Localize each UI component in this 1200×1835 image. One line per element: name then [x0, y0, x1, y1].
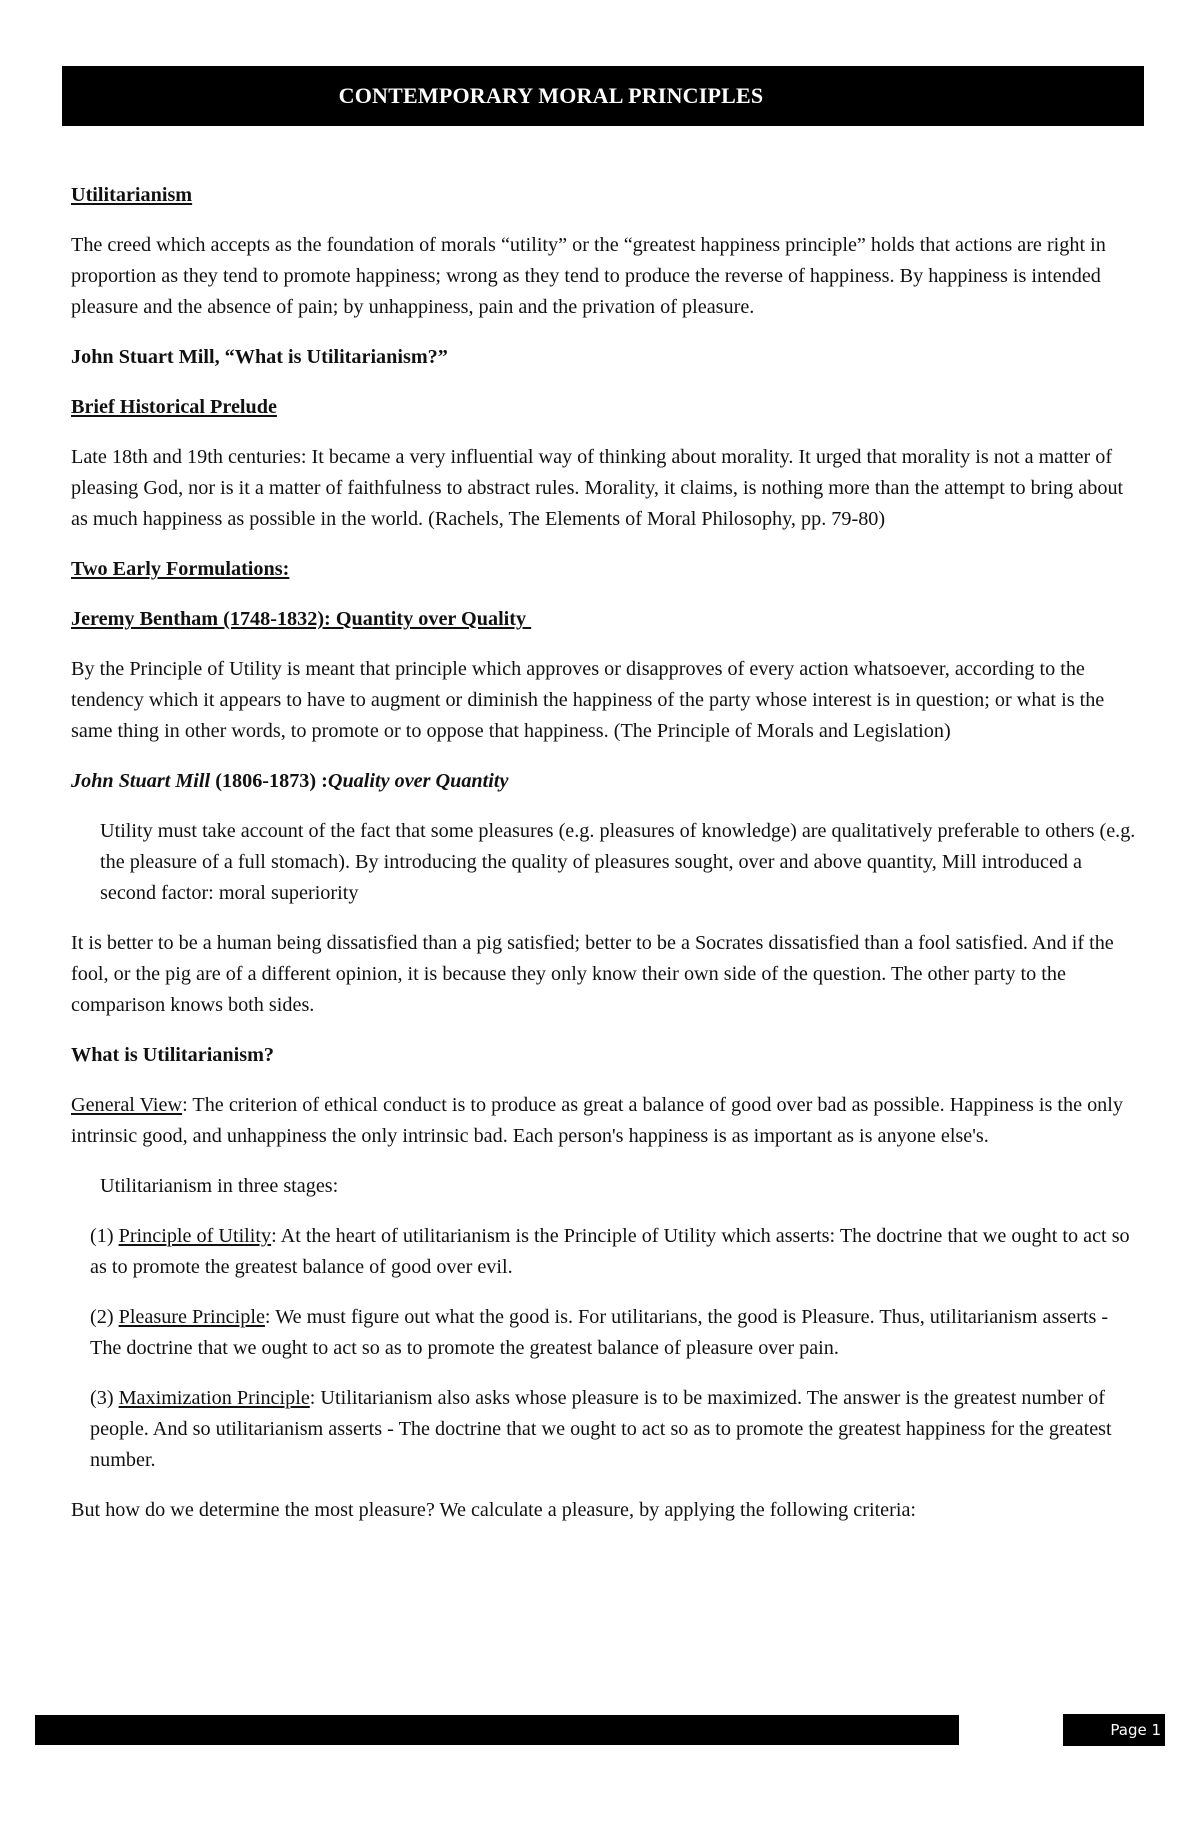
list-item-stage-3: [71, 1383, 1136, 1476]
heading-text: Two Early Formulations:: [71, 558, 290, 580]
stage-label: Principle of Utility: [118, 1225, 272, 1247]
stage-number: (1): [90, 1225, 119, 1247]
section-heading-what: What is Utilitarianism?: [71, 1044, 274, 1066]
stage-text: : We must figure out what the good is. For utilitarians, the good is Pleasure. Thus, utilitarianism asserts - The doctrine that we ought to act so as to promote the greatest balance of pleasure over pain.: [90, 1306, 1109, 1359]
paragraph-criteria-intro: But how do we determine the most pleasure? We calculate a pleasure, by applying the following criteria:: [71, 1499, 917, 1521]
paragraph-bentham: By the Principle of Utility is meant that principle which approves or disapproves of every action whatsoever, according to the tendency which it appears to have to augment or diminish the happiness of the party whose interest is in question; or what is the same thing in other words, to promote or to oppose that happiness. (The Principle of Morals and Legislation): [71, 658, 1105, 742]
mill-name: John Stuart Mill: [71, 770, 211, 792]
mill-dates: (1806-1873) :: [210, 770, 328, 792]
paragraph-mill: Utility must take account of the fact that some pleasures (e.g. pleasures of knowledge) are qualitatively preferable to others (e.g. the pleasure of a full stomach). By introducing the quality of pleasures sought, over and above quantity, Mill introduced a second factor: moral superiority: [100, 820, 1136, 904]
heading-text: Utilitarianism: [71, 184, 193, 206]
general-view-label: General View: [71, 1094, 183, 1116]
paragraph-stages-intro: Utilitarianism in three stages:: [100, 1175, 339, 1197]
mill-subtitle: Quality over Quantity: [327, 770, 509, 792]
list-item-stage-1: [71, 1221, 1136, 1283]
stage-number: (2): [90, 1306, 119, 1328]
list-item-stage-2: [71, 1302, 1136, 1364]
paragraph-creed: The creed which accepts as the foundation of morals “utility” or the “greatest happiness principle” holds that actions are right in proportion as they tend to promote happiness; wrong as they tend to produce the reverse of happiness. By happiness is intended pleasure and the absence of pain; by unhappiness, pain and the privation of pleasure.: [71, 234, 1106, 318]
page-number: Page 1: [1110, 1721, 1161, 1739]
paragraph-prelude: Late 18th and 19th centuries: It became a very influential way of thinking about morality. It urged that morality is not a matter of pleasing God, nor is it a matter of faithfulness to abstract rules. Morality, it claims, is nothing more than the attempt to bring about as much happiness as possible in the world. (Rachels, The Elements of Moral Philosophy, pp. 79-80): [71, 446, 1124, 530]
heading-text: Jeremy Bentham (1748-1832): Quantity over Quality: [71, 608, 532, 630]
page-number-box: [1063, 1714, 1165, 1746]
section-heading-utilitarianism: [71, 180, 1136, 211]
mill-citation: John Stuart Mill, “What is Utilitarianism?”: [71, 346, 448, 368]
document-title: CONTEMPORARY MORAL PRINCIPLES: [338, 83, 764, 108]
section-heading-mill: [71, 766, 1136, 797]
footer-bar: [35, 1715, 959, 1745]
stage-text: : At the heart of utilitarianism is the Principle of Utility which asserts: The doctrine that we ought to act so as to promote the greatest balance of good over evil.: [90, 1225, 1130, 1278]
paragraph-general-view: [71, 1090, 1136, 1152]
header-bar: [62, 66, 1144, 126]
heading-text: Brief Historical Prelude: [71, 396, 277, 418]
section-heading-bentham: [71, 604, 1136, 635]
document-body: [71, 180, 1136, 1545]
stage-label: Pleasure Principle: [118, 1306, 265, 1328]
stage-number: (3): [90, 1387, 119, 1409]
section-heading-formulations: [71, 554, 1136, 585]
paragraph-socrates: It is better to be a human being dissatisfied than a pig satisfied; better to be a Socrates dissatisfied than a fool satisfied. And if the fool, or the pig are of a different opinion, it is because they only know their own side of the question. The other party to the comparison knows both sides.: [71, 932, 1114, 1016]
section-heading-prelude: [71, 392, 1136, 423]
stage-text: : Utilitarianism also asks whose pleasure is to be maximized. The answer is the greatest number of people. And so utilitarianism asserts - The doctrine that we ought to act so as to promote the greatest happiness for the greatest number.: [90, 1387, 1112, 1471]
general-view-text: : The criterion of ethical conduct is to produce as great a balance of good over bad as possible. Happiness is the only intrinsic good, and unhappiness the only intrinsic bad. Each person's happiness is as important as is anyone else's.: [71, 1094, 1123, 1147]
stage-label: Maximization Principle: [118, 1387, 310, 1409]
